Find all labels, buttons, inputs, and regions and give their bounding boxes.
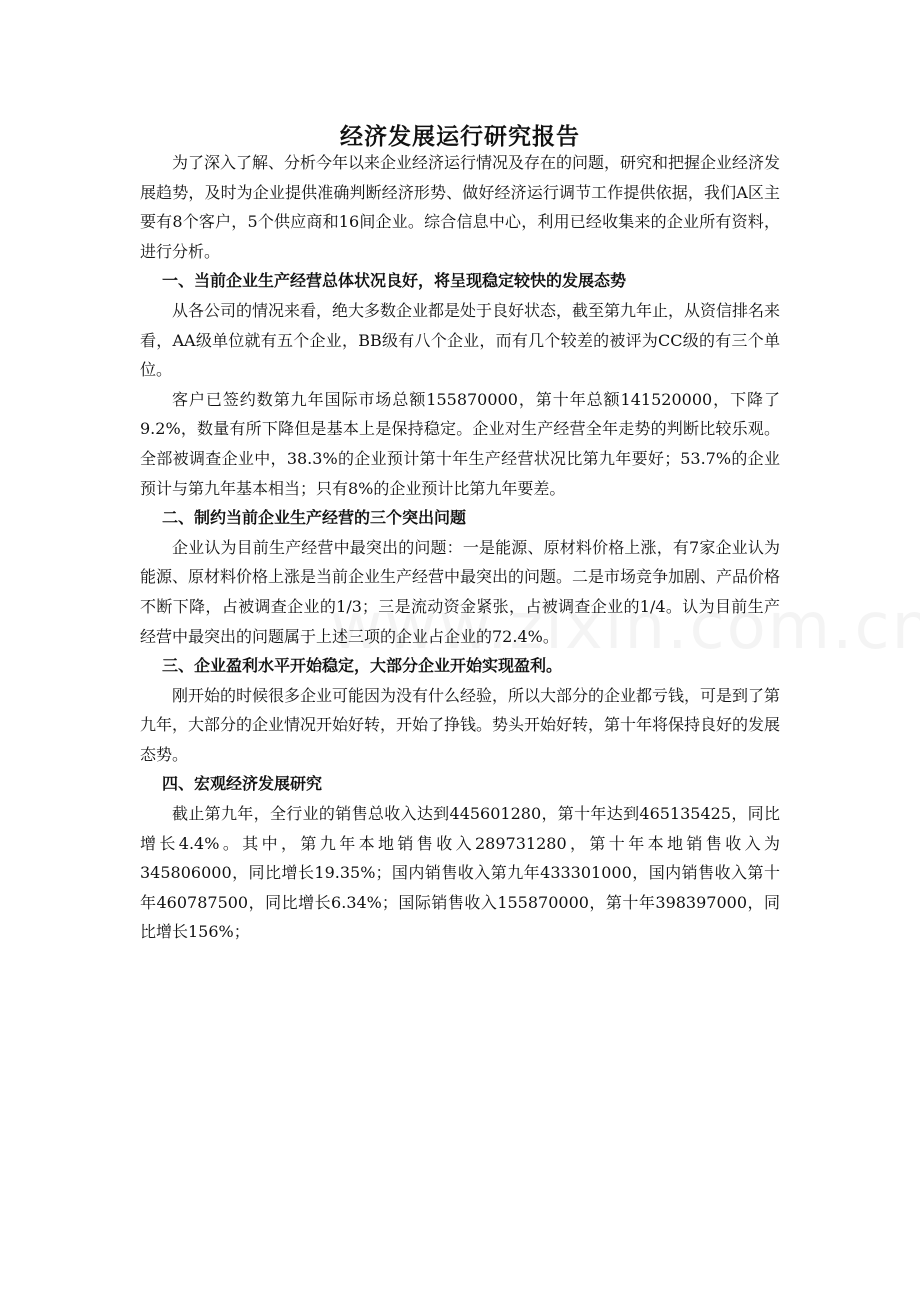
document-title: 经济发展运行研究报告 — [340, 124, 580, 150]
intro-paragraph: 为了深入了解、分析今年以来企业经济运行情况及存在的问题，研究和把握企业经济发展趋势，及时为企业提供准确判断经济形势、做好经济运行调节工作提供依据，我们A区主要有8个客户，5个供应商和16间企业。综合信息中心，利用已经收集来的企业所有资料，进行分析。 — [140, 153, 781, 261]
section3-paragraph-1: 刚开始的时候很多企业可能因为没有什么经验，所以大部分的企业都亏钱，可是到了第九年，大部分的企业情况开始好转，开始了挣钱。势头开始好转，第十年将保持良好的发展态势。 — [140, 685, 781, 764]
section2-heading: 二、制约当前企业生产经营的三个突出问题 — [162, 508, 467, 528]
section4-paragraph-1: 截止第九年，全行业的销售总收入达到445601280，第十年达到465135425，同比增长4.4%。其中，第九年本地销售收入289731280，第十年本地销售收入为345806000，同比增长19.35%；国内销售收入第九年433301000，国内销售收入第十年460787500，同比增长6.34%；国际销售收入155870000，第十年398397000，同比增长156%； — [140, 804, 780, 942]
section1-paragraph-2: 客户已签约数第九年国际市场总额155870000，第十年总额141520000，下降了9.2%，数量有所下降但是基本上是保持稳定。企业对生产经营全年走势的判断比较乐观。全部被调查企业中，38.3%的企业预计第十年生产经营状况比第九年要好；53.7%的企业预计与第九年基本相当；只有8%的企业预计比第九年要差。 — [140, 389, 780, 498]
section3-heading: 三、企业盈利水平开始稳定，大部分企业开始实现盈利。 — [162, 656, 563, 676]
section4-heading: 四、宏观经济发展研究 — [162, 774, 323, 794]
section1-paragraph-1: 从各公司的情况来看，绝大多数企业都是处于良好状态，截至第九年止，从资信排名来看，AA级单位就有五个企业，BB级有八个企业，而有几个较差的被评为CC级的有三个单位。 — [140, 300, 781, 380]
section2-paragraph-1: 企业认为目前生产经营中最突出的问题：一是能源、原材料价格上涨，有7家企业认为能源、原材料价格上涨是当前企业生产经营中最突出的问题。二是市场竞争加剧、产品价格不断下降，占被调查企业的1/3；三是流动资金紧张，占被调查企业的1/4。认为目前生产经营中最突出的问题属于上述三项的企业占企业的72.4%。 — [140, 537, 781, 646]
document-body — [140, 148, 780, 947]
section1-heading: 一、当前企业生产经营总体状况良好，将呈现稳定较快的发展态势 — [162, 271, 627, 291]
